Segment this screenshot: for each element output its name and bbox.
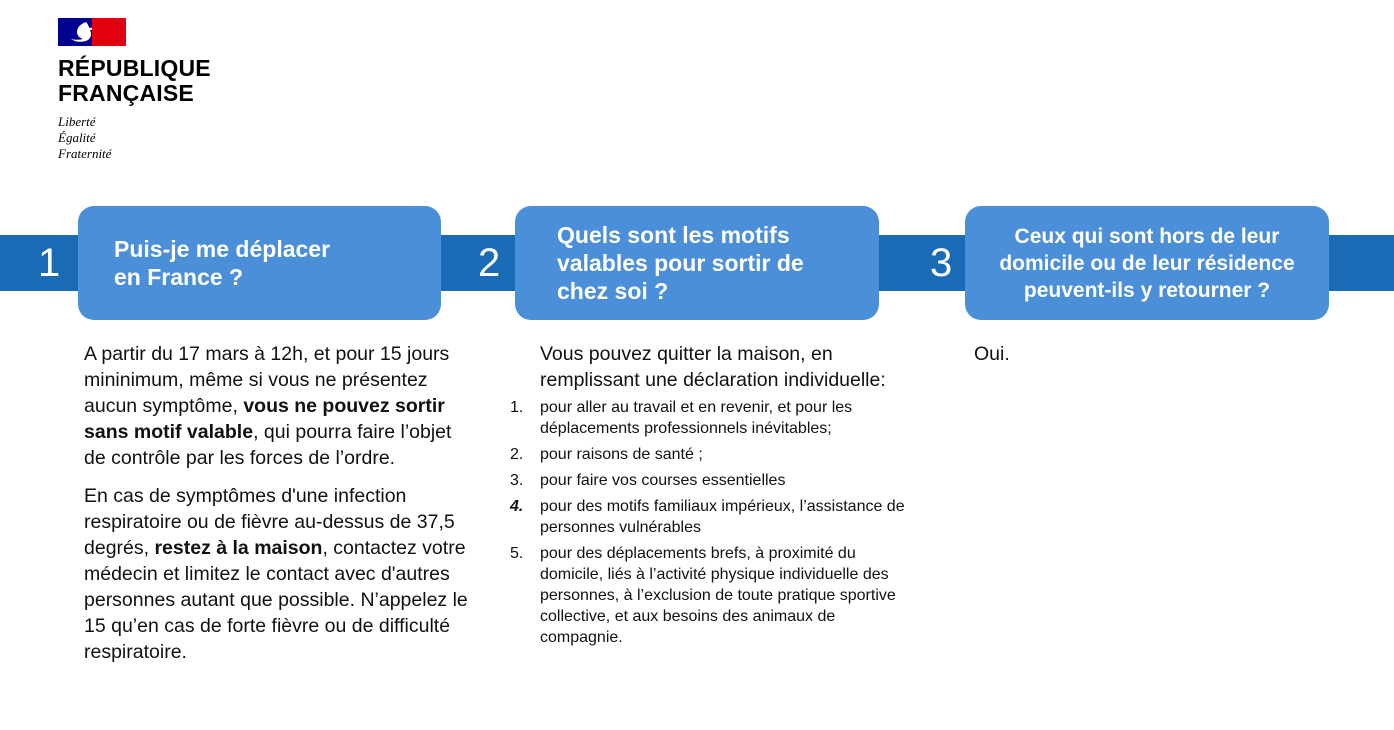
question-3-line: Ceux qui sont hors de leur bbox=[1014, 224, 1280, 248]
question-2-line: Quels sont les motifs bbox=[557, 222, 790, 248]
list-item: 2. pour raisons de santé ; bbox=[510, 446, 703, 463]
list-item: 3. pour faire vos courses essentielles bbox=[510, 472, 786, 489]
question-1-line: Puis-je me déplacer bbox=[114, 236, 331, 262]
list-item: 5. pour des déplacements brefs, à proximité du domicile, liés à l’activité physique individuelle des personnes, à l’exclusion de toute pratique sportive collective, et aux besoins des animaux de compagnie. bbox=[510, 545, 896, 646]
step-number-3: 3 bbox=[930, 241, 953, 285]
question-2-line: valables pour sortir de bbox=[557, 250, 804, 276]
question-3-line: peuvent-ils y retourner ? bbox=[1023, 278, 1271, 302]
list-item: 1. pour aller au travail et en revenir, et pour les déplacements professionnels inévitables; bbox=[510, 399, 853, 437]
motifs-list bbox=[510, 397, 910, 648]
logo-title: RÉPUBLIQUE FRANÇAISE bbox=[58, 55, 211, 106]
answer-1-paragraph-1: A partir du 17 mars à 12h, et pour 15 jours mininimum, même si vous ne présentez aucun symptôme, vous ne pouvez sortir sans motif valable, qui pourra faire l’objet de contrôle par les forces de l’ordre. bbox=[84, 343, 452, 469]
question-box-2 bbox=[515, 206, 879, 320]
step-number-1: 1 bbox=[38, 241, 61, 285]
question-3-line: domicile ou de leur résidence bbox=[999, 251, 1295, 275]
step-number-2: 2 bbox=[478, 241, 501, 285]
question-2-line: chez soi ? bbox=[557, 278, 669, 304]
marianne-flag-icon bbox=[58, 18, 126, 46]
answer-1 bbox=[84, 341, 474, 677]
question-box-3 bbox=[965, 206, 1329, 320]
answer-2 bbox=[510, 341, 910, 653]
answer-1-paragraph-2: En cas de symptômes d'une infection respiratoire ou de fièvre au-dessus de 37,5 degrés, restez à la maison, contactez votre médecin et limitez le contact avec d'autres personnes autant que possible. N’appelez le 15 qu’en cas de forte fièvre ou de difficulté respiratoire. bbox=[84, 485, 468, 663]
question-1-line: en France ? bbox=[114, 264, 244, 290]
question-box-1 bbox=[78, 206, 441, 320]
answer-3: Oui. bbox=[974, 343, 1010, 365]
logo-motto: Liberté Égalité Fraternité bbox=[58, 114, 112, 161]
list-item: 4. pour des motifs familiaux impérieux, l’assistance de personnes vulnérables bbox=[510, 498, 905, 536]
answer-2-intro: Vous pouvez quitter la maison, en remplissant une déclaration individuelle: bbox=[540, 343, 886, 391]
republique-francaise-logo bbox=[58, 18, 211, 162]
